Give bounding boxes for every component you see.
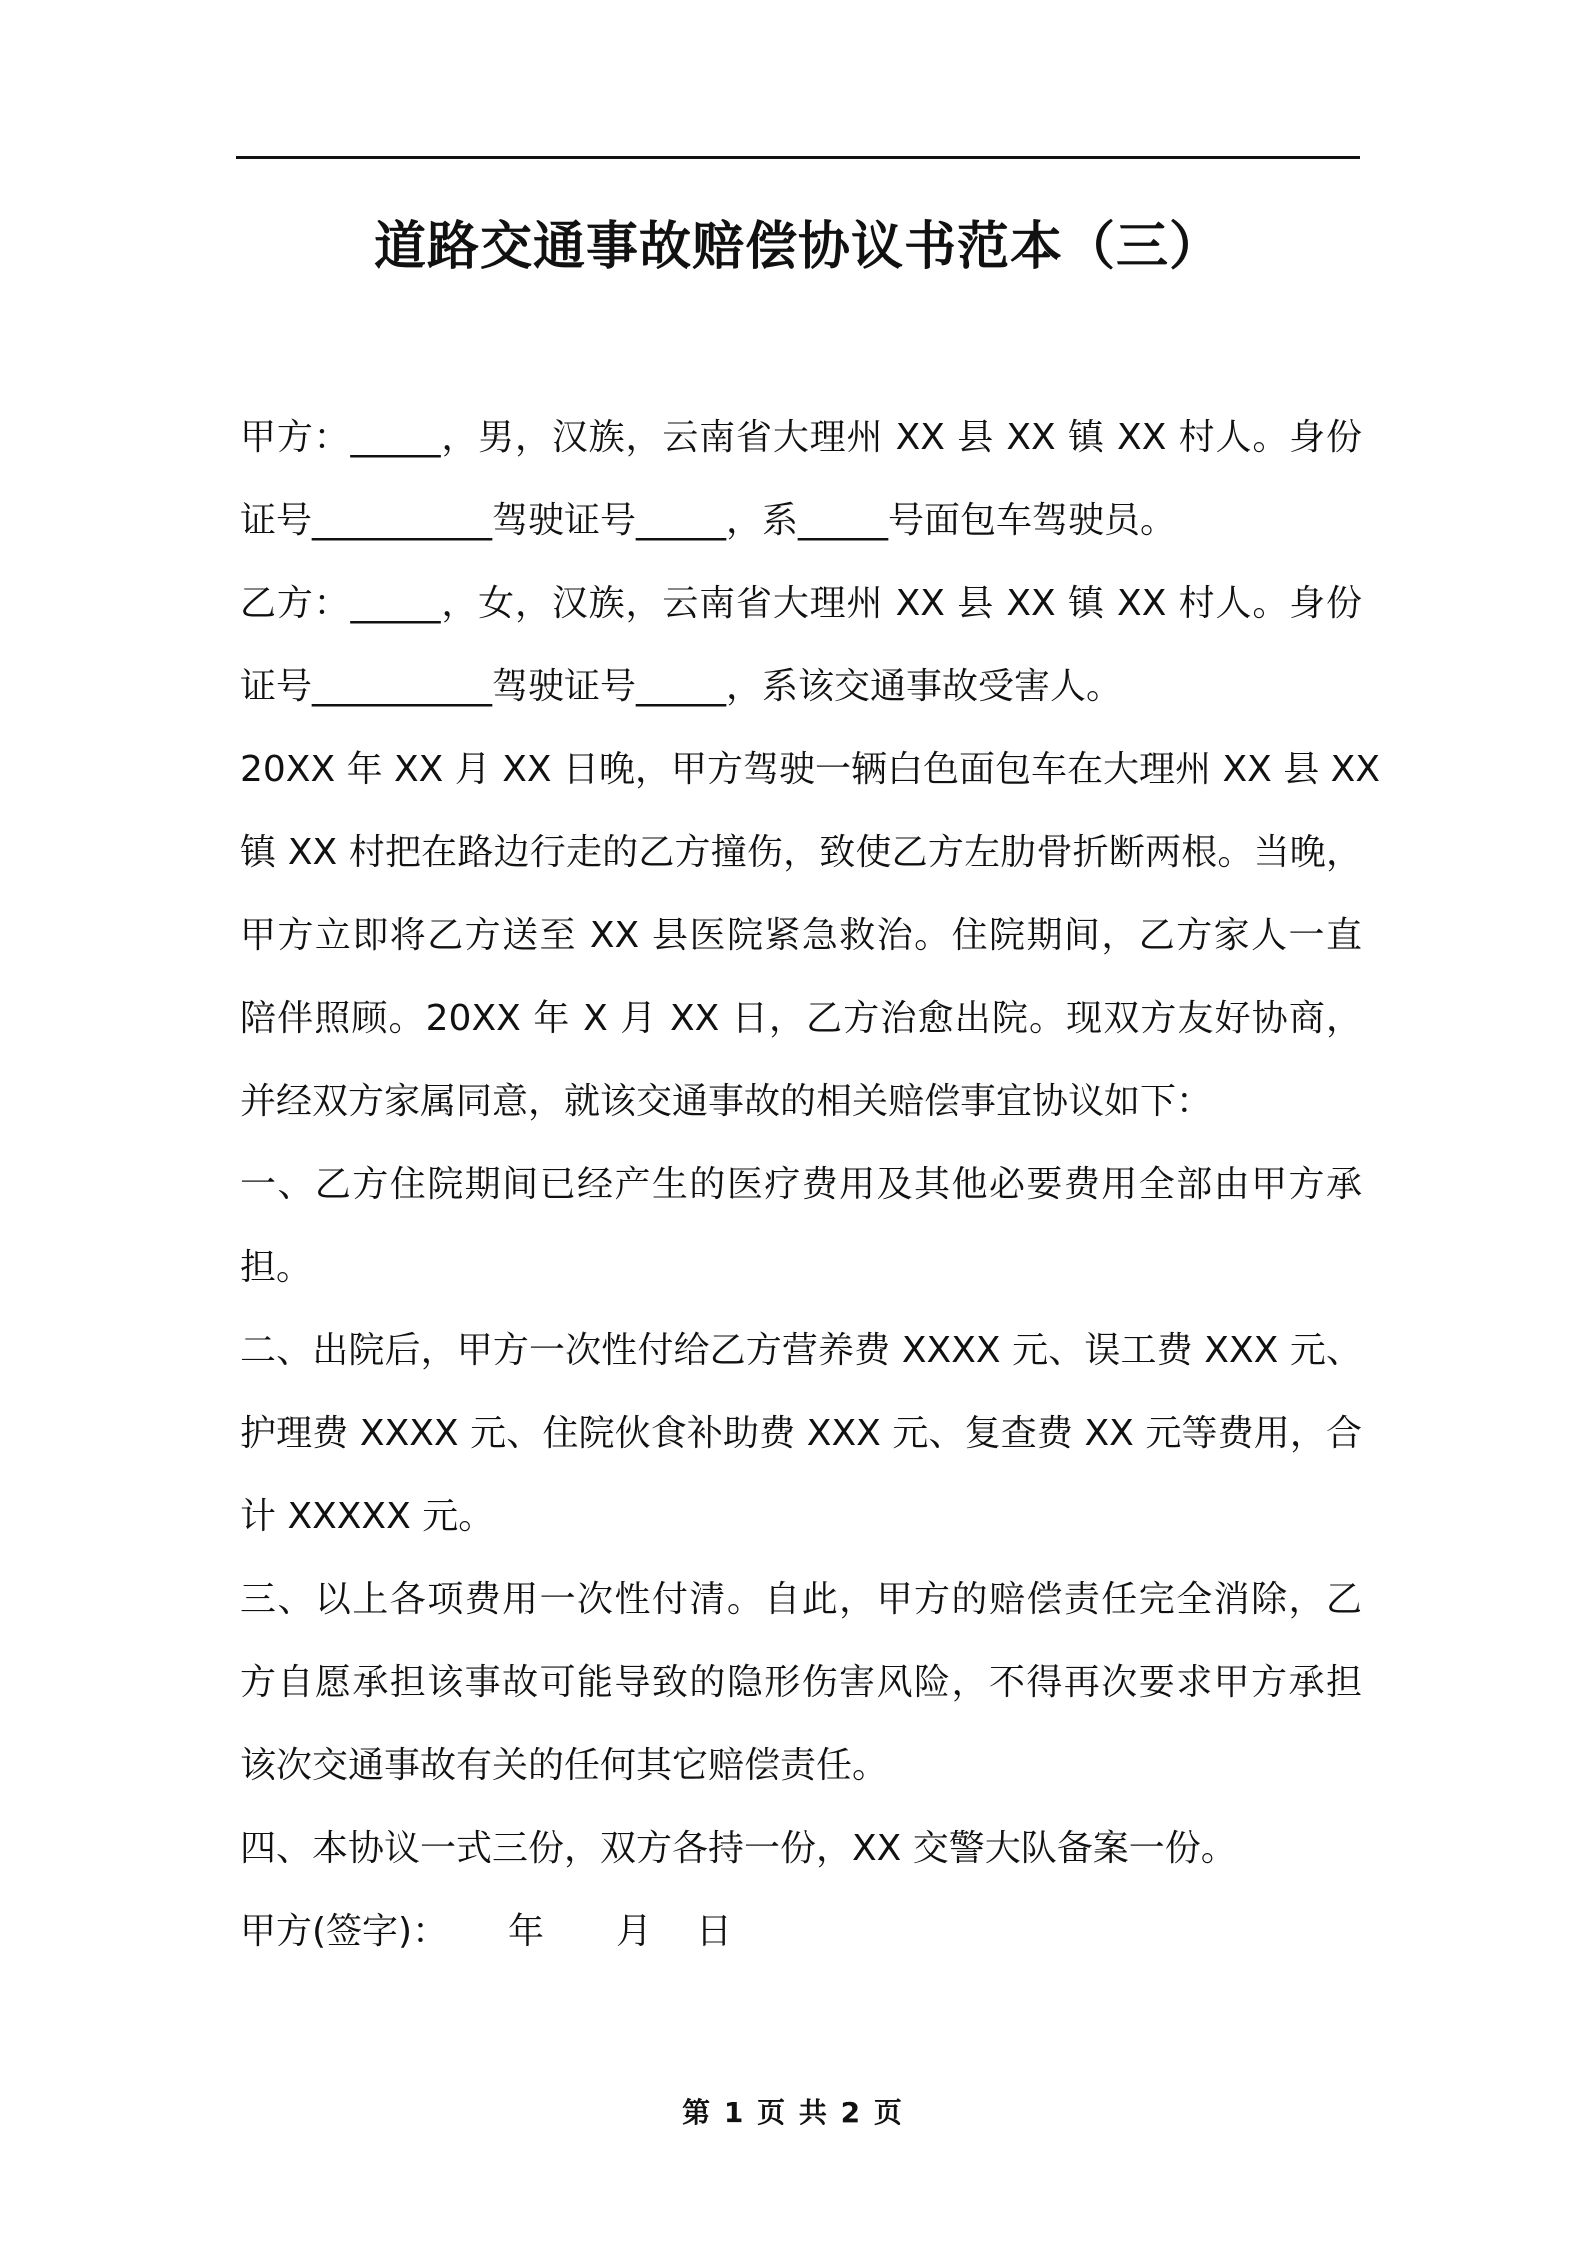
document-title: 道路交通事故赔偿协议书范本（三） (373, 217, 1222, 277)
party-a-line-1: 甲方：_____，男，汉族，云南省大理州 XX 县 XX 镇 XX 村人。身份 (240, 417, 1362, 458)
signature-month: 月 (616, 1911, 653, 1952)
party-a-line-2: 证号__________驾驶证号_____，系_____号面包车驾驶员。 (240, 500, 1177, 541)
incident-line-1: 20XX 年 XX 月 XX 日晚，甲方驾驶一辆白色面包车在大理州 XX 县 XX (240, 749, 1380, 790)
clause-1-line-1: 一、乙方住院期间已经产生的医疗费用及其他必要费用全部由甲方承 (240, 1164, 1362, 1205)
incident-line-3: 甲方立即将乙方送至 XX 县医院紧急救治。住院期间，乙方家人一直 (240, 915, 1362, 956)
header-rule (236, 156, 1360, 159)
incident-line-2: 镇 XX 村把在路边行走的乙方撞伤，致使乙方左肋骨折断两根。当晚， (240, 832, 1362, 873)
signature-label: 甲方(签字)： (240, 1911, 449, 1952)
clause-2-line-2: 护理费 XXXX 元、住院伙食补助费 XXX 元、复查费 XX 元等费用，合 (240, 1413, 1362, 1454)
clause-3-line-3: 该次交通事故有关的任何其它赔偿责任。 (240, 1745, 889, 1786)
signature-day: 日 (696, 1911, 733, 1952)
clause-3-line-2: 方自愿承担该事故可能导致的隐形伤害风险，不得再次要求甲方承担 (240, 1662, 1362, 1703)
page-indicator: 第 1 页 共 2 页 (682, 2096, 904, 2129)
clause-2-line-1: 二、出院后，甲方一次性付给乙方营养费 XXXX 元、误工费 XXX 元、 (240, 1330, 1362, 1371)
party-b-line-2: 证号__________驾驶证号_____，系该交通事故受害人。 (240, 666, 1123, 707)
signature-line (240, 1897, 1362, 1980)
clause-3-line-1: 三、以上各项费用一次性付清。自此，甲方的赔偿责任完全消除，乙 (240, 1579, 1362, 1620)
incident-line-5: 并经双方家属同意，就该交通事故的相关赔偿事宜协议如下： (240, 1081, 1213, 1122)
clause-1-line-2: 担。 (240, 1247, 313, 1288)
clause-4-line-1: 四、本协议一式三份，双方各持一份，XX 交警大队备案一份。 (240, 1828, 1237, 1869)
document-body (240, 403, 1380, 1980)
signature-year: 年 (508, 1911, 545, 1952)
party-b-line-1: 乙方：_____，女，汉族，云南省大理州 XX 县 XX 镇 XX 村人。身份 (240, 583, 1362, 624)
incident-line-4: 陪伴照顾。20XX 年 X 月 XX 日，乙方治愈出院。现双方友好协商， (240, 998, 1362, 1039)
clause-2-line-3: 计 XXXXX 元。 (240, 1496, 495, 1537)
